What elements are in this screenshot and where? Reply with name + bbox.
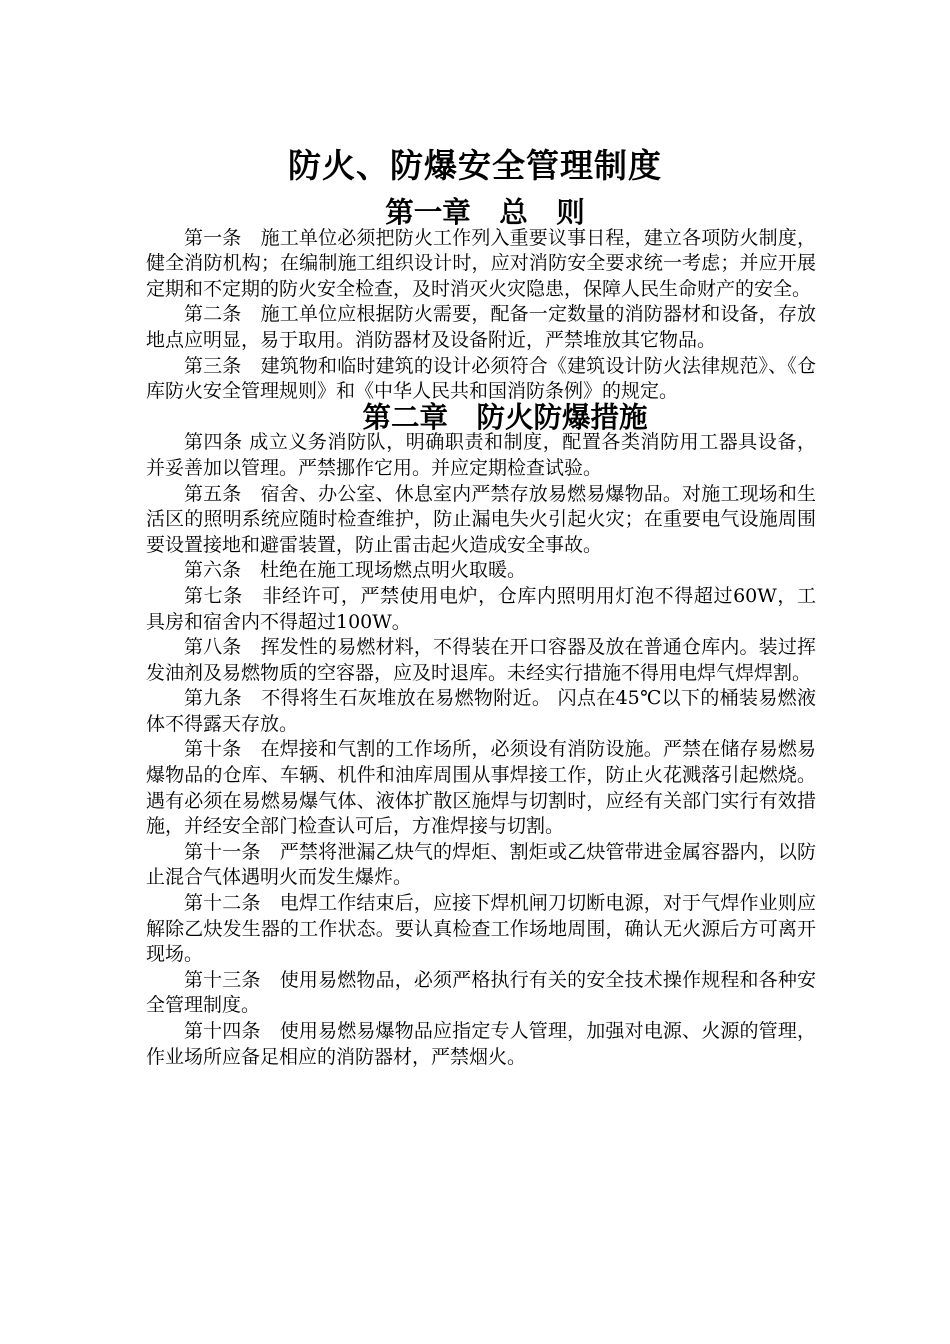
article-5: 第五条 宿舍、办公室、休息室内严禁存放易燃易爆物品。对施工现场和生活区的照明系统应随时检查维护，防止漏电失火引起火灾；在重要电气设施周围要设置接地和避雷装置，防止雷击起火造成安全事故。 [146,482,816,556]
chapter-heading: 第二章 防火防爆措施 [362,399,648,434]
article-13: 第十三条 使用易燃物品，必须严格执行有关的安全技术操作规程和各种安全管理制度。 [146,968,816,1017]
article-9: 第九条 不得将生石灰堆放在易燃物附近。 闪点在45℃以下的桶装易燃液体不得露天存放。 [146,687,816,735]
article-4: 第四条 成立义务消防队，明确职责和制度，配置各类消防用工器具设备，并妥善加以管理。严禁挪作它用。并应定期检查试验。 [146,431,816,479]
document-title: 防火、防爆安全管理制度 [288,146,662,186]
article-11: 第十一条 严禁将泄漏乙炔气的焊炬、割炬或乙炔管带进金属容器内，以防止混合气体遇明火而发生爆炸。 [146,840,816,889]
article-8: 第八条 挥发性的易燃材料，不得装在开口容器及放在普通仓库内。装过挥发油剂及易燃物质的空容器，应及时退库。未经实行措施不得用电焊气焊焊割。 [146,636,816,684]
article-14: 第十四条 使用易燃易爆物品应指定专人管理，加强对电源、火源的管理，作业场所应备足相应的消防器材，严禁烟火。 [146,1020,816,1068]
article-1: 第一条 施工单位必须把防火工作列入重要议事日程，建立各项防火制度，健全消防机构；在编制施工组织设计时，应对消防安全要求统一考虑；并应开展定期和不定期的防火安全检查，及时消灭火灾隐患，保障人民生命财产的安全。 [146,226,816,300]
article-12: 第十二条 电焊工作结束后，应接下焊机闸刀切断电源，对于气焊作业则应解除乙炔发生器的工作状态。要认真检查工作场地周围，确认无火源后方可离开现场。 [146,892,816,966]
chapter-1 [146,195,816,405]
article-10: 第十条 在焊接和气割的工作场所，必须设有消防设施。严禁在储存易燃易爆物品的仓库、车辆、机件和油库周围从事焊接工作，防止火花溅落引起燃烧。遇有必须在易燃易爆气体、液体扩散区施焊与切割时，应经有关部门实行有效措施，并经安全部门检查认可后，方准焊接与切割。 [146,738,816,838]
article-6: 第六条 杜绝在施工现场燃点明火取暖。 [184,559,527,582]
article-7: 第七条 非经许可，严禁使用电炉，仓库内照明用灯泡不得超过60W，工具房和宿舍内不得超过100W。 [146,584,816,633]
article-3: 第三条 建筑物和临时建筑的设计必须符合《建筑设计防火法律规范》、《仓库防火安全管理规则》和《中华人民共和国消防条例》的规定。 [146,354,816,403]
document-body [146,195,816,1070]
chapter-heading: 第一章 总 则 [385,195,585,229]
chapter-2 [146,399,816,1070]
article-2: 第二条 施工单位应根据防火需要，配备一定数量的消防器材和设备，存放地点应明显，易于取用。消防器材及设备附近，严禁堆放其它物品。 [146,303,816,351]
